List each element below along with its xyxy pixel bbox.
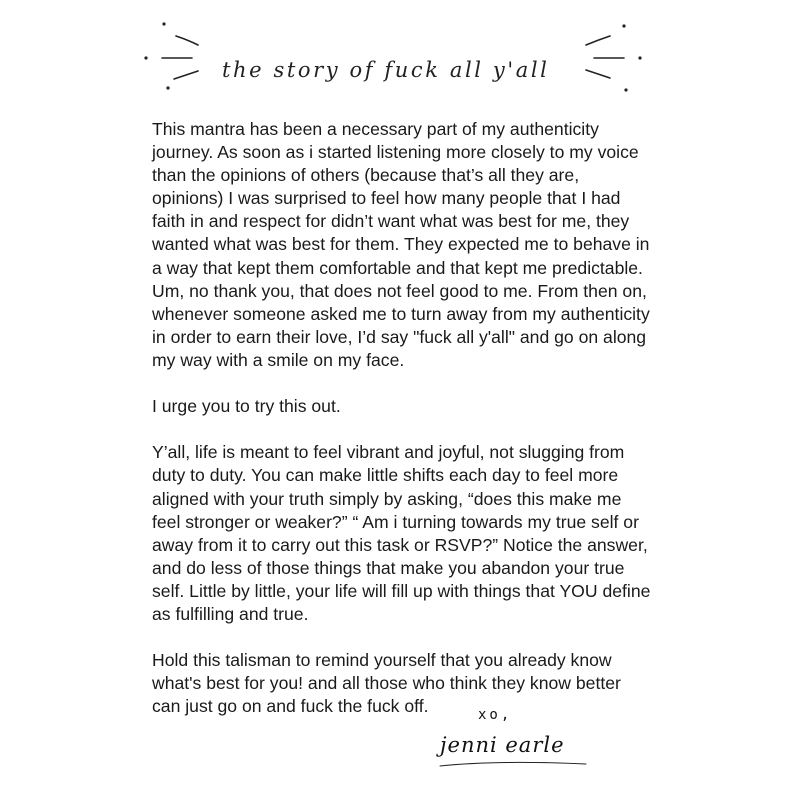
signoff: xo, — [478, 707, 513, 723]
sparkle-lines-left-icon — [140, 18, 210, 98]
paragraph-mantra: This mantra has been a necessary part of my authenticity journey. As soon as i started listening more closely to my voice than the opinions of others (because that’s all they are, opinions) I was surprised to feel how many people that I had faith in and respect for didn’t want what was best for me, they wanted what was best for them. They expected me to behave in a way that kept them comfortable and that kept me predictable. Um, no thank you, that does not feel good to me. From then on, whenever someone asked me to turn away from my authenticity in order to earn their love, I’d say "fuck all y'all" and go on along my way with a smile on my face. — [152, 119, 650, 370]
letter-body — [152, 118, 652, 742]
sparkle-lines-right-icon — [580, 18, 650, 98]
page-header — [0, 18, 790, 98]
page-title: the story of fuck all y'all — [222, 58, 550, 82]
signature-flourish-icon — [436, 758, 596, 772]
paragraph-talisman: Hold this talisman to remind yourself that you already know what's best for you! and all those who think they know better can just go on and fuck the fuck off. — [152, 650, 621, 717]
paragraph-urge: I urge you to try this out. — [152, 396, 341, 417]
paragraph-life: Y’all, life is meant to feel vibrant and joyful, not slugging from duty to duty. You can make little shifts each day to feel more aligned with your truth simply by asking, “does this make me feel stronger or weaker?” “ Am i turning towards my true self or away from it to carry out this task or RSVP?” Notice the answer, and do less of those things that make you abandon your true self. Little by little, your life will fill up with things that YOU define as fulfilling and true. — [152, 442, 651, 624]
signature: jenni earle — [440, 733, 565, 757]
